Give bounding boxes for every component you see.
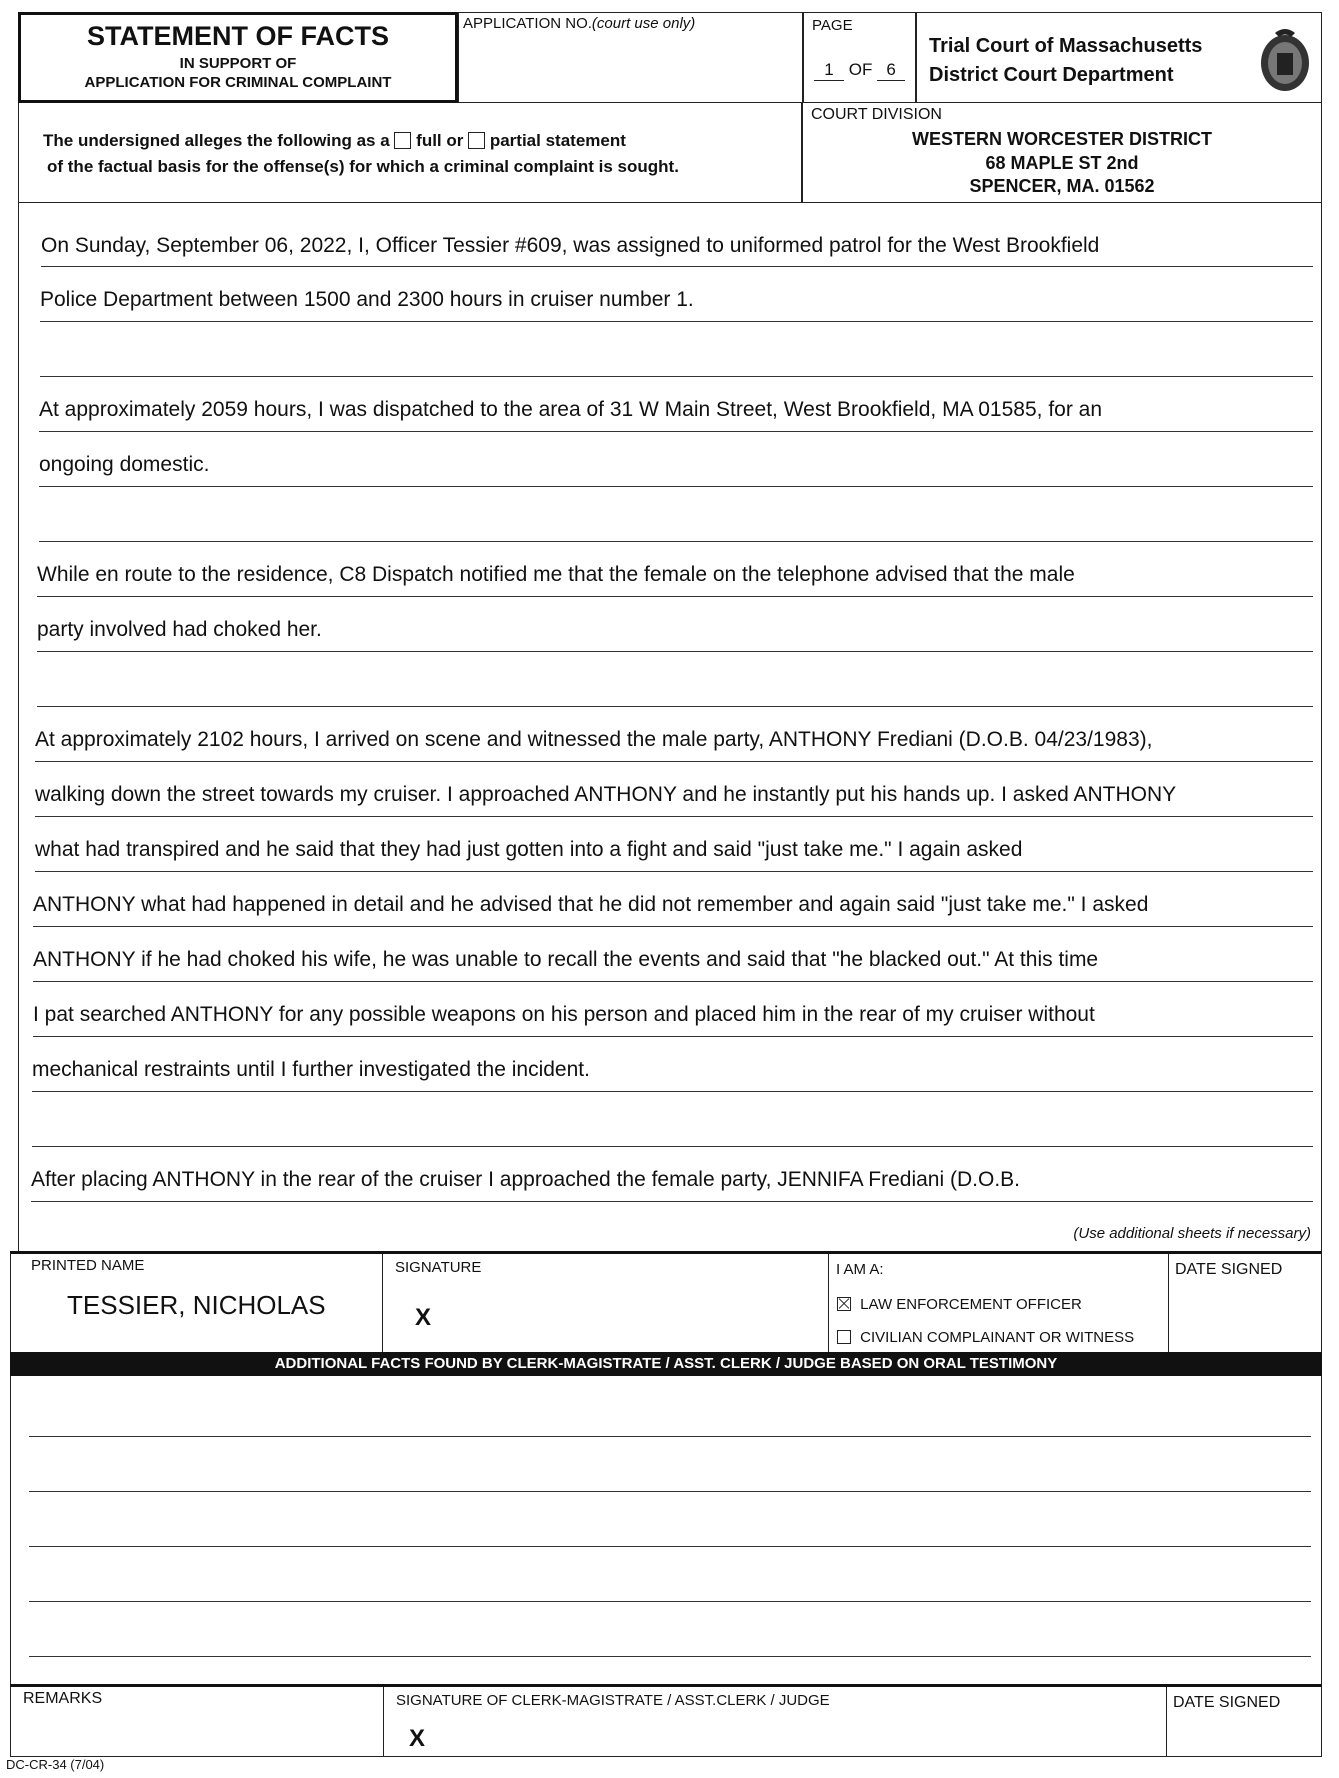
civilian-checkbox[interactable] [837, 1330, 851, 1344]
printed-name-label: PRINTED NAME [31, 1257, 145, 1274]
remarks-cell [11, 1687, 384, 1756]
form-title: STATEMENT OF FACTS [87, 21, 389, 51]
court-box [916, 12, 1322, 103]
additional-facts-line [29, 1546, 1311, 1547]
page-of: OF [848, 60, 873, 79]
additional-facts-line [29, 1491, 1311, 1492]
additional-facts-area [10, 1376, 1322, 1684]
court-seal-icon [1257, 23, 1313, 95]
narrative-line: Police Department between 1500 and 2300 hours in cruiser number 1. [40, 288, 694, 311]
footer-date-signed-cell [1166, 1687, 1318, 1756]
allegation-line2: of the factual basis for the offense(s) for which a criminal complaint is sought. [47, 157, 679, 176]
application-no-note: (court use only) [591, 15, 696, 32]
footer-block [10, 1684, 1322, 1757]
court-division-name: WESTERN WORCESTER DISTRICT [912, 129, 1212, 149]
allegation-line1: The undersigned alleges the following as a full or partial statement [43, 131, 626, 150]
court-division-label: COURT DIVISION [811, 106, 942, 123]
narrative-line: party involved had choked her. [37, 618, 322, 641]
form-subtitle-1: IN SUPPORT OF [179, 55, 297, 72]
form-id: DC-CR-34 (7/04) [6, 1757, 105, 1772]
court-name-line1: Trial Court of Massachusetts [929, 35, 1203, 57]
application-no-label: APPLICATION NO. [463, 15, 592, 32]
officer-checkbox[interactable] [837, 1297, 851, 1311]
additional-sheets-note: (Use additional sheets if necessary) [1073, 1225, 1311, 1242]
signature-label: SIGNATURE [395, 1259, 482, 1276]
footer-date-signed-label: DATE SIGNED [1173, 1694, 1281, 1711]
narrative-line: what had transpired and he said that they had just gotten into a fight and said "just take me." I again asked [35, 838, 1023, 861]
printed-name-cell [11, 1254, 383, 1352]
signature-cell [382, 1254, 829, 1352]
title-box [18, 12, 458, 103]
narrative-line: At approximately 2102 hours, I arrived on scene and witnessed the male party, ANTHONY Frediani (D.O.B. 04/23/1983), [35, 728, 1153, 751]
page-current: 1 [814, 60, 844, 81]
page-total: 6 [877, 60, 905, 81]
page-label: PAGE [812, 17, 853, 34]
additional-facts-line [29, 1601, 1311, 1602]
narrative-line: While en route to the residence, C8 Dispatch notified me that the female on the telephone advised that the male [37, 563, 1075, 586]
signature-mark: X [415, 1304, 432, 1331]
date-signed-cell [1168, 1254, 1318, 1352]
clerk-signature-cell [383, 1687, 1167, 1756]
narrative-line: ongoing domestic. [39, 453, 210, 476]
court-division-address: 68 MAPLE ST 2nd [985, 153, 1139, 173]
narrative-line: ANTHONY if he had choked his wife, he was unable to recall the events and said that "he blacked out." At this time [33, 948, 1099, 971]
additional-facts-line [29, 1436, 1311, 1437]
narrative-line: I pat searched ANTHONY for any possible weapons on his person and placed him in the rear of my cruiser without [33, 1003, 1095, 1026]
partial-statement-checkbox[interactable] [468, 132, 485, 149]
court-division-box [802, 103, 1322, 203]
page-box [803, 12, 916, 103]
full-statement-checkbox[interactable] [394, 132, 411, 149]
civilian-option: CIVILIAN COMPLAINANT OR WITNESS [837, 1329, 1134, 1346]
signature-block [10, 1251, 1322, 1352]
form-subtitle-2: APPLICATION FOR CRIMINAL COMPLAINT [84, 74, 392, 91]
narrative-line: At approximately 2059 hours, I was dispatched to the area of 31 W Main Street, West Brookfield, MA 01585, for an [39, 398, 1103, 421]
printed-name-value: TESSIER, NICHOLAS [67, 1290, 326, 1320]
page-number [814, 60, 905, 81]
narrative-line: On Sunday, September 06, 2022, I, Officer Tessier #609, was assigned to uniformed patrol for the West Brookfield [41, 234, 1100, 257]
clerk-signature-mark: X [409, 1725, 426, 1752]
additional-facts-line [29, 1656, 1311, 1657]
iam-label: I AM A: [836, 1261, 884, 1278]
court-division-city: SPENCER, MA. 01562 [969, 176, 1155, 196]
clerk-signature-label: SIGNATURE OF CLERK-MAGISTRATE / ASST.CLERK / JUDGE [396, 1692, 830, 1709]
narrative-line: walking down the street towards my cruiser. I approached ANTHONY and he instantly put his hands up. I asked ANTHONY [35, 783, 1177, 806]
additional-facts-header: ADDITIONAL FACTS FOUND BY CLERK-MAGISTRATE / ASST. CLERK / JUDGE BASED ON ORAL TESTIMONY [10, 1352, 1322, 1376]
officer-option: LAW ENFORCEMENT OFFICER [837, 1296, 1082, 1313]
narrative-line: ANTHONY what had happened in detail and he advised that he did not remember and again said "just take me." I asked [33, 893, 1149, 916]
date-signed-label: DATE SIGNED [1175, 1261, 1283, 1278]
allegation-box [18, 103, 802, 203]
iam-cell [828, 1254, 1169, 1352]
narrative-line: mechanical restraints until I further investigated the incident. [32, 1058, 590, 1081]
application-no-box [458, 12, 803, 103]
narrative-line: After placing ANTHONY in the rear of the cruiser I approached the female party, JENNIFA Frediani (D.O.B. [31, 1168, 1020, 1191]
narrative-area [18, 203, 1322, 1251]
remarks-label: REMARKS [23, 1690, 103, 1707]
court-name-line2: District Court Department [929, 64, 1174, 86]
